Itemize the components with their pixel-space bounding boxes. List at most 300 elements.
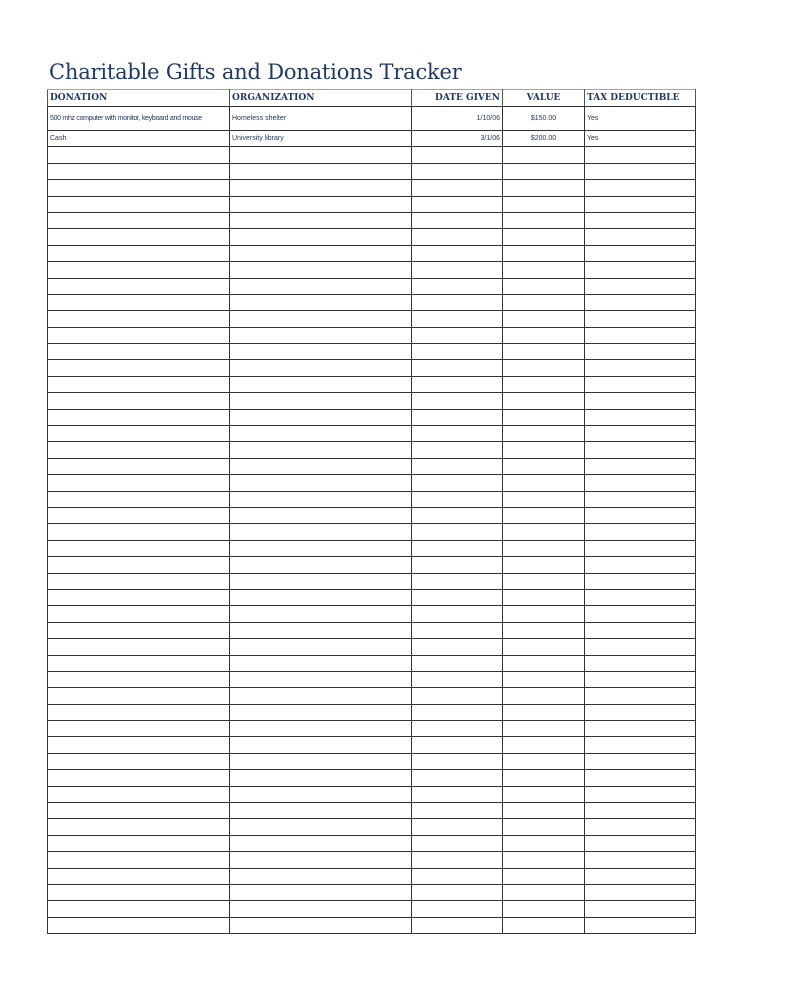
cell-organization[interactable]: [230, 852, 412, 868]
cell-tax-deductible[interactable]: [585, 212, 696, 228]
cell-date-given[interactable]: [412, 737, 503, 753]
table-row-empty: [48, 721, 696, 737]
table-row-empty: [48, 180, 696, 196]
cell-tax-deductible[interactable]: [585, 327, 696, 343]
cell-donation[interactable]: [48, 770, 230, 786]
cell-donation[interactable]: [48, 147, 230, 163]
cell-tax-deductible[interactable]: [585, 704, 696, 720]
cell-donation[interactable]: [48, 344, 230, 360]
table-row-empty: [48, 688, 696, 704]
cell-donation[interactable]: [48, 655, 230, 671]
cell-tax-deductible[interactable]: [585, 376, 696, 392]
cell-organization[interactable]: [230, 540, 412, 556]
cell-organization[interactable]: [230, 917, 412, 933]
cell-date-given[interactable]: [412, 557, 503, 573]
cell-date-given[interactable]: [412, 475, 503, 491]
cell-organization[interactable]: [230, 229, 412, 245]
cell-value[interactable]: [503, 393, 585, 409]
cell-tax-deductible[interactable]: [585, 606, 696, 622]
cell-date-given[interactable]: [412, 770, 503, 786]
cell-organization[interactable]: [230, 721, 412, 737]
cell-tax-deductible[interactable]: [585, 852, 696, 868]
cell-value[interactable]: [503, 868, 585, 884]
cell-date-given[interactable]: [412, 819, 503, 835]
cell-tax-deductible[interactable]: [585, 573, 696, 589]
cell-date-given[interactable]: [412, 245, 503, 261]
cell-value[interactable]: [503, 524, 585, 540]
table-row-empty: [48, 606, 696, 622]
cell-organization[interactable]: [230, 753, 412, 769]
cell-tax-deductible[interactable]: [585, 311, 696, 327]
cell-tax-deductible[interactable]: [585, 639, 696, 655]
cell-organization[interactable]: [230, 524, 412, 540]
cell-date-given[interactable]: [412, 507, 503, 523]
cell-value[interactable]: [503, 507, 585, 523]
cell-date-given[interactable]: [412, 393, 503, 409]
page-title: Charitable Gifts and Donations Tracker: [49, 60, 462, 84]
cell-tax-deductible[interactable]: [585, 507, 696, 523]
cell-organization[interactable]: [230, 507, 412, 523]
cell-tax-deductible[interactable]: [585, 901, 696, 917]
cell-tax-deductible[interactable]: [585, 262, 696, 278]
cell-tax-deductible[interactable]: [585, 786, 696, 802]
cell-organization[interactable]: [230, 655, 412, 671]
cell-value[interactable]: [503, 901, 585, 917]
cell-donation[interactable]: [48, 196, 230, 212]
cell-organization[interactable]: [230, 344, 412, 360]
cell-date-given[interactable]: [412, 229, 503, 245]
cell-date-given[interactable]: [412, 180, 503, 196]
cell-value[interactable]: [503, 589, 585, 605]
cell-value[interactable]: [503, 262, 585, 278]
cell-value[interactable]: [503, 639, 585, 655]
cell-date-given[interactable]: [412, 294, 503, 310]
cell-donation[interactable]: [48, 901, 230, 917]
cell-donation[interactable]: [48, 671, 230, 687]
table-row-empty: [48, 917, 696, 933]
cell-value[interactable]: [503, 770, 585, 786]
cell-value[interactable]: [503, 426, 585, 442]
cell-date-given[interactable]: 3/1/06: [412, 131, 503, 147]
cell-organization[interactable]: [230, 442, 412, 458]
cell-tax-deductible[interactable]: [585, 671, 696, 687]
cell-tax-deductible[interactable]: [585, 245, 696, 261]
cell-donation[interactable]: [48, 557, 230, 573]
cell-donation[interactable]: [48, 294, 230, 310]
cell-organization[interactable]: [230, 327, 412, 343]
cell-donation[interactable]: [48, 573, 230, 589]
table-row-empty: [48, 491, 696, 507]
cell-donation[interactable]: [48, 622, 230, 638]
table-row-empty: [48, 573, 696, 589]
cell-value[interactable]: [503, 147, 585, 163]
table-row-empty: [48, 262, 696, 278]
cell-tax-deductible[interactable]: [585, 196, 696, 212]
column-header-date-given: DATE GIVEN: [412, 90, 503, 107]
table-row-empty: [48, 409, 696, 425]
table-row-empty: [48, 852, 696, 868]
table-row-empty: [48, 360, 696, 376]
table-row-empty: [48, 278, 696, 294]
cell-tax-deductible[interactable]: [585, 917, 696, 933]
table-row-empty: [48, 786, 696, 802]
cell-value[interactable]: [503, 196, 585, 212]
cell-value[interactable]: [503, 753, 585, 769]
cell-tax-deductible[interactable]: [585, 180, 696, 196]
cell-donation[interactable]: [48, 163, 230, 179]
cell-date-given[interactable]: [412, 753, 503, 769]
cell-value[interactable]: $200.00: [503, 131, 585, 147]
cell-donation[interactable]: [48, 458, 230, 474]
cell-date-given[interactable]: [412, 917, 503, 933]
cell-date-given[interactable]: [412, 327, 503, 343]
cell-tax-deductible[interactable]: [585, 835, 696, 851]
cell-tax-deductible[interactable]: Yes: [585, 131, 696, 147]
cell-date-given[interactable]: [412, 212, 503, 228]
cell-value[interactable]: [503, 294, 585, 310]
cell-date-given[interactable]: [412, 884, 503, 900]
cell-donation[interactable]: [48, 212, 230, 228]
cell-donation[interactable]: [48, 737, 230, 753]
cell-value[interactable]: [503, 557, 585, 573]
table-row-empty: [48, 376, 696, 392]
cell-value[interactable]: [503, 721, 585, 737]
cell-donation[interactable]: [48, 180, 230, 196]
cell-tax-deductible[interactable]: [585, 426, 696, 442]
table-row-empty: [48, 212, 696, 228]
table-row-empty: [48, 507, 696, 523]
cell-donation[interactable]: [48, 426, 230, 442]
cell-tax-deductible[interactable]: [585, 458, 696, 474]
cell-donation[interactable]: [48, 409, 230, 425]
cell-date-given[interactable]: [412, 655, 503, 671]
cell-organization[interactable]: [230, 671, 412, 687]
table-row-empty: [48, 475, 696, 491]
cell-value[interactable]: [503, 606, 585, 622]
cell-donation[interactable]: [48, 327, 230, 343]
cell-value[interactable]: $150.00: [503, 107, 585, 131]
cell-date-given[interactable]: [412, 147, 503, 163]
cell-donation[interactable]: [48, 393, 230, 409]
table-row-empty: [48, 753, 696, 769]
cell-tax-deductible[interactable]: [585, 819, 696, 835]
cell-tax-deductible[interactable]: [585, 393, 696, 409]
cell-date-given[interactable]: [412, 688, 503, 704]
table-row-empty: [48, 589, 696, 605]
cell-value[interactable]: [503, 180, 585, 196]
cell-value[interactable]: [503, 311, 585, 327]
cell-value[interactable]: [503, 360, 585, 376]
cell-value[interactable]: [503, 327, 585, 343]
cell-date-given[interactable]: [412, 163, 503, 179]
cell-date-given[interactable]: [412, 376, 503, 392]
cell-date-given[interactable]: [412, 262, 503, 278]
cell-organization[interactable]: [230, 311, 412, 327]
cell-tax-deductible[interactable]: [585, 540, 696, 556]
cell-donation[interactable]: [48, 819, 230, 835]
cell-tax-deductible[interactable]: Yes: [585, 107, 696, 131]
cell-value[interactable]: [503, 852, 585, 868]
cell-organization[interactable]: [230, 573, 412, 589]
cell-tax-deductible[interactable]: [585, 753, 696, 769]
cell-tax-deductible[interactable]: [585, 868, 696, 884]
table-row-empty: [48, 147, 696, 163]
cell-organization[interactable]: [230, 376, 412, 392]
cell-organization[interactable]: University library: [230, 131, 412, 147]
cell-donation[interactable]: [48, 524, 230, 540]
cell-organization[interactable]: [230, 704, 412, 720]
table-row-empty: [48, 524, 696, 540]
cell-donation[interactable]: [48, 229, 230, 245]
cell-donation[interactable]: [48, 868, 230, 884]
cell-date-given[interactable]: [412, 852, 503, 868]
table-row-empty: [48, 671, 696, 687]
cell-organization[interactable]: [230, 360, 412, 376]
cell-date-given[interactable]: [412, 540, 503, 556]
cell-tax-deductible[interactable]: [585, 294, 696, 310]
cell-organization[interactable]: [230, 868, 412, 884]
cell-donation[interactable]: [48, 540, 230, 556]
cell-date-given[interactable]: [412, 491, 503, 507]
cell-organization[interactable]: [230, 294, 412, 310]
table-row-empty: [48, 426, 696, 442]
cell-date-given[interactable]: [412, 409, 503, 425]
cell-date-given[interactable]: [412, 721, 503, 737]
cell-value[interactable]: [503, 163, 585, 179]
cell-donation[interactable]: [48, 704, 230, 720]
cell-tax-deductible[interactable]: [585, 655, 696, 671]
table-row-empty: [48, 442, 696, 458]
cell-date-given[interactable]: [412, 606, 503, 622]
cell-date-given[interactable]: 1/10/06: [412, 107, 503, 131]
table-row-empty: [48, 884, 696, 900]
cell-donation[interactable]: [48, 442, 230, 458]
cell-value[interactable]: [503, 344, 585, 360]
cell-value[interactable]: [503, 540, 585, 556]
cell-donation[interactable]: [48, 786, 230, 802]
cell-tax-deductible[interactable]: [585, 442, 696, 458]
cell-donation[interactable]: [48, 753, 230, 769]
cell-date-given[interactable]: [412, 704, 503, 720]
column-header-organization: ORGANIZATION: [230, 90, 412, 107]
table-row-empty: [48, 540, 696, 556]
cell-tax-deductible[interactable]: [585, 884, 696, 900]
table-row-empty: [48, 196, 696, 212]
cell-organization[interactable]: [230, 163, 412, 179]
cell-tax-deductible[interactable]: [585, 688, 696, 704]
cell-tax-deductible[interactable]: [585, 622, 696, 638]
cell-organization[interactable]: [230, 606, 412, 622]
cell-date-given[interactable]: [412, 589, 503, 605]
cell-date-given[interactable]: [412, 639, 503, 655]
cell-value[interactable]: [503, 786, 585, 802]
cell-tax-deductible[interactable]: [585, 344, 696, 360]
cell-date-given[interactable]: [412, 458, 503, 474]
table-row-empty: [48, 327, 696, 343]
cell-date-given[interactable]: [412, 901, 503, 917]
cell-tax-deductible[interactable]: [585, 737, 696, 753]
cell-organization[interactable]: Homeless shelter: [230, 107, 412, 131]
cell-value[interactable]: [503, 212, 585, 228]
cell-value[interactable]: [503, 917, 585, 933]
cell-organization[interactable]: [230, 622, 412, 638]
cell-value[interactable]: [503, 409, 585, 425]
cell-donation[interactable]: [48, 917, 230, 933]
cell-organization[interactable]: [230, 639, 412, 655]
cell-donation[interactable]: [48, 491, 230, 507]
table-row: [48, 107, 696, 131]
cell-value[interactable]: [503, 737, 585, 753]
cell-donation[interactable]: Cash: [48, 131, 230, 147]
cell-tax-deductible[interactable]: [585, 278, 696, 294]
table-row: [48, 131, 696, 147]
cell-donation[interactable]: [48, 803, 230, 819]
table-row-empty: [48, 835, 696, 851]
cell-date-given[interactable]: [412, 835, 503, 851]
cell-organization[interactable]: [230, 884, 412, 900]
cell-organization[interactable]: [230, 803, 412, 819]
cell-organization[interactable]: [230, 426, 412, 442]
cell-date-given[interactable]: [412, 803, 503, 819]
cell-organization[interactable]: [230, 393, 412, 409]
cell-value[interactable]: [503, 835, 585, 851]
cell-tax-deductible[interactable]: [585, 589, 696, 605]
cell-organization[interactable]: [230, 278, 412, 294]
cell-organization[interactable]: [230, 786, 412, 802]
cell-donation[interactable]: [48, 245, 230, 261]
table-header-row: [48, 90, 696, 107]
cell-organization[interactable]: [230, 212, 412, 228]
cell-value[interactable]: [503, 573, 585, 589]
cell-date-given[interactable]: [412, 868, 503, 884]
cell-value[interactable]: [503, 704, 585, 720]
cell-donation[interactable]: [48, 639, 230, 655]
cell-organization[interactable]: [230, 819, 412, 835]
cell-donation[interactable]: [48, 507, 230, 523]
table-row-empty: [48, 622, 696, 638]
cell-donation[interactable]: [48, 376, 230, 392]
cell-value[interactable]: [503, 688, 585, 704]
cell-value[interactable]: [503, 491, 585, 507]
cell-organization[interactable]: [230, 589, 412, 605]
cell-value[interactable]: [503, 671, 585, 687]
cell-donation[interactable]: [48, 475, 230, 491]
cell-tax-deductible[interactable]: [585, 721, 696, 737]
cell-value[interactable]: [503, 376, 585, 392]
cell-date-given[interactable]: [412, 524, 503, 540]
cell-organization[interactable]: [230, 770, 412, 786]
column-header-value: VALUE: [503, 90, 585, 107]
table-row-empty: [48, 163, 696, 179]
cell-date-given[interactable]: [412, 311, 503, 327]
cell-organization[interactable]: [230, 901, 412, 917]
table-row-empty: [48, 655, 696, 671]
cell-value[interactable]: [503, 442, 585, 458]
cell-donation[interactable]: [48, 688, 230, 704]
cell-organization[interactable]: [230, 737, 412, 753]
cell-tax-deductible[interactable]: [585, 491, 696, 507]
cell-date-given[interactable]: [412, 344, 503, 360]
cell-value[interactable]: [503, 655, 585, 671]
cell-tax-deductible[interactable]: [585, 229, 696, 245]
cell-tax-deductible[interactable]: [585, 557, 696, 573]
cell-value[interactable]: [503, 622, 585, 638]
cell-organization[interactable]: [230, 491, 412, 507]
cell-donation[interactable]: [48, 360, 230, 376]
cell-organization[interactable]: [230, 147, 412, 163]
cell-donation[interactable]: [48, 606, 230, 622]
table-row-empty: [48, 770, 696, 786]
cell-organization[interactable]: [230, 196, 412, 212]
cell-organization[interactable]: [230, 835, 412, 851]
cell-date-given[interactable]: [412, 786, 503, 802]
cell-value[interactable]: [503, 475, 585, 491]
cell-tax-deductible[interactable]: [585, 163, 696, 179]
cell-donation[interactable]: [48, 311, 230, 327]
table-row-empty: [48, 458, 696, 474]
column-header-donation: DONATION: [48, 90, 230, 107]
cell-tax-deductible[interactable]: [585, 770, 696, 786]
cell-value[interactable]: [503, 278, 585, 294]
cell-organization[interactable]: [230, 245, 412, 261]
cell-donation[interactable]: [48, 721, 230, 737]
cell-organization[interactable]: [230, 262, 412, 278]
cell-donation[interactable]: [48, 589, 230, 605]
table-row-empty: [48, 344, 696, 360]
cell-value[interactable]: [503, 803, 585, 819]
cell-date-given[interactable]: [412, 426, 503, 442]
table-row-empty: [48, 737, 696, 753]
cell-organization[interactable]: [230, 180, 412, 196]
cell-tax-deductible[interactable]: [585, 803, 696, 819]
table-row-empty: [48, 704, 696, 720]
cell-date-given[interactable]: [412, 196, 503, 212]
cell-tax-deductible[interactable]: [585, 409, 696, 425]
column-header-tax-deductible: TAX DEDUCTIBLE: [585, 90, 696, 107]
cell-donation[interactable]: [48, 852, 230, 868]
cell-tax-deductible[interactable]: [585, 475, 696, 491]
cell-value[interactable]: [503, 458, 585, 474]
cell-organization[interactable]: [230, 557, 412, 573]
cell-date-given[interactable]: [412, 442, 503, 458]
cell-donation[interactable]: 500 mhz computer with monitor, keyboard and mouse: [48, 107, 230, 131]
cell-organization[interactable]: [230, 475, 412, 491]
cell-tax-deductible[interactable]: [585, 147, 696, 163]
cell-value[interactable]: [503, 229, 585, 245]
cell-organization[interactable]: [230, 458, 412, 474]
cell-donation[interactable]: [48, 835, 230, 851]
table-row-empty: [48, 868, 696, 884]
cell-donation[interactable]: [48, 262, 230, 278]
cell-donation[interactable]: [48, 278, 230, 294]
cell-date-given[interactable]: [412, 622, 503, 638]
cell-organization[interactable]: [230, 688, 412, 704]
cell-date-given[interactable]: [412, 278, 503, 294]
cell-donation[interactable]: [48, 884, 230, 900]
cell-tax-deductible[interactable]: [585, 524, 696, 540]
cell-value[interactable]: [503, 884, 585, 900]
table-row-empty: [48, 639, 696, 655]
table-row-empty: [48, 294, 696, 310]
donations-table: [47, 89, 696, 934]
cell-tax-deductible[interactable]: [585, 360, 696, 376]
cell-date-given[interactable]: [412, 671, 503, 687]
cell-value[interactable]: [503, 819, 585, 835]
cell-date-given[interactable]: [412, 573, 503, 589]
cell-date-given[interactable]: [412, 360, 503, 376]
cell-value[interactable]: [503, 245, 585, 261]
cell-organization[interactable]: [230, 409, 412, 425]
